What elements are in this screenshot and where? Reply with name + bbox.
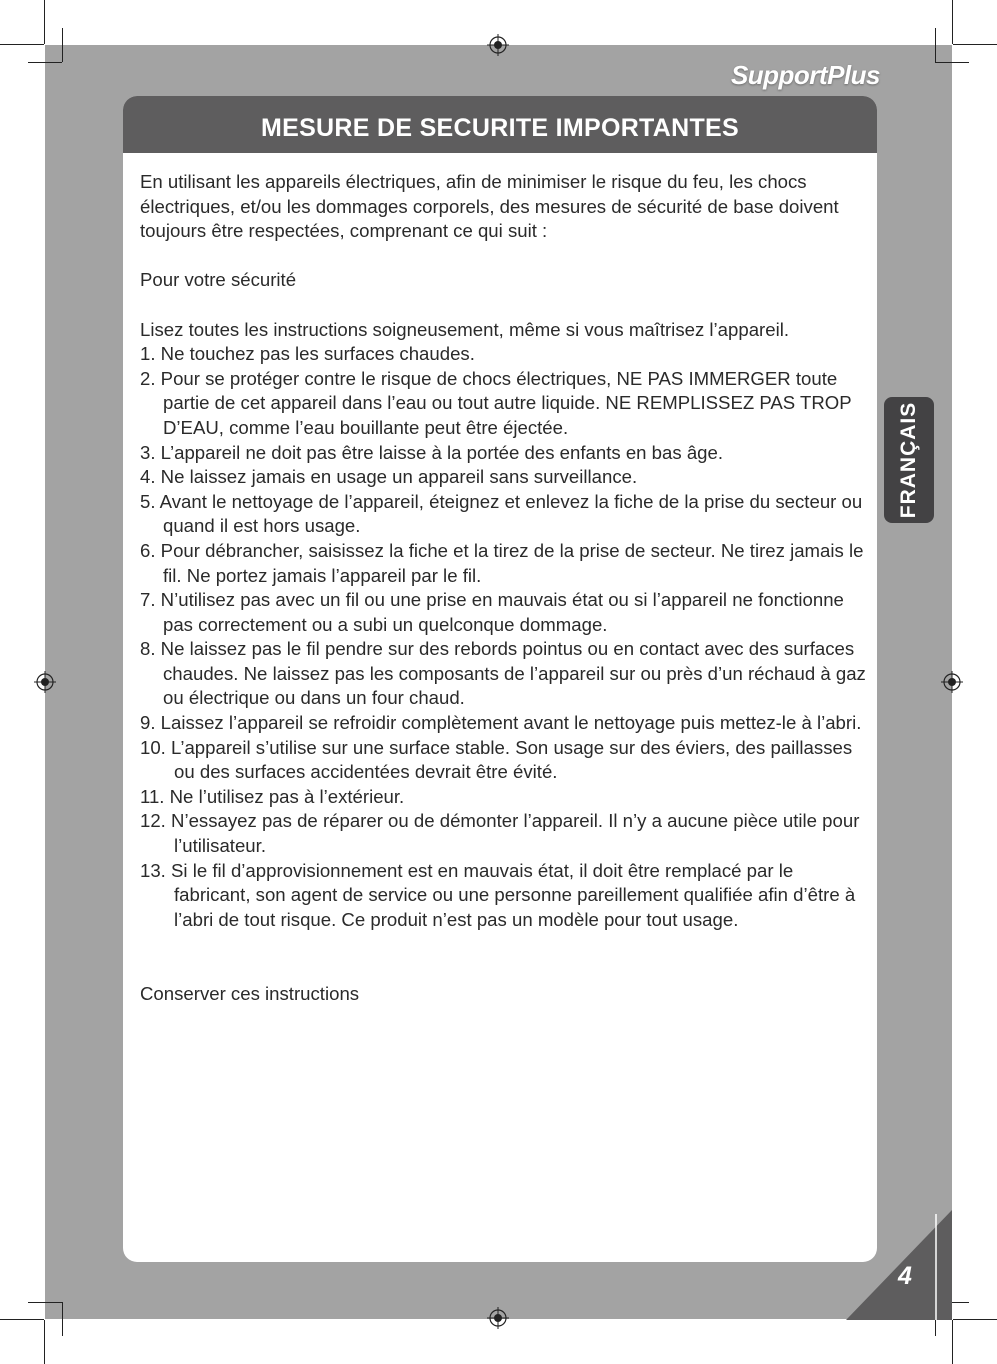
registration-mark-icon	[941, 671, 963, 693]
registration-mark-icon	[487, 34, 509, 56]
language-tab	[884, 397, 934, 523]
language-tab-label: FRANÇAIS	[897, 401, 920, 519]
brand-logo: SupportPlus	[730, 60, 880, 90]
registration-mark-icon	[34, 671, 56, 693]
list-item: 6. Pour débrancher, saisissez la fiche et la tirez de la prise de secteur. Ne tirez jamais le fil. Ne portez jamais l’appareil par le fil.	[140, 539, 864, 586]
content-card	[123, 96, 877, 1262]
list-item: 7. N’utilisez pas avec un fil ou une prise en mauvais état ou si l’appareil ne fonctionne pas correctement ou a subi un quelconque dommage.	[140, 589, 844, 635]
registration-mark-icon	[487, 1307, 509, 1329]
page-number: 4	[898, 1262, 912, 1290]
list-item: 8. Ne laissez pas le fil pendre sur des rebords pointus ou en contact avec des surfaces chaudes. Ne laissez pas les composants de l’appareil sur ou près d’un réchaud à gaz ou électrique ou dans un four chaud.	[140, 638, 866, 709]
list-item: 12. N’essayez pas de réparer ou de démonter l’appareil. Il n’y a aucune pièce utile pour l’utilisateur.	[140, 810, 860, 857]
list-item: 2. Pour se protéger contre le risque de chocs électriques, NE PAS IMMERGER toute partie de cet appareil dans l’eau ou tout autre liquide. NE REMPLISSEZ PAS TROP D’EAU, comme l’eau bouillante peut être éjectée.	[140, 367, 852, 438]
section-title: Pour votre sécurité	[140, 269, 297, 291]
instructions-body	[140, 170, 870, 1006]
safety-list	[140, 342, 870, 932]
list-item: 5. Avant le nettoyage de l’appareil, éteignez et enlevez la fiche de la prise du secteur ou quand il est hors usage.	[140, 490, 863, 537]
list-item: 3. L’appareil ne doit pas être laisse à la portée des enfants en bas âge.	[140, 441, 724, 463]
list-item: 1. Ne touchez pas les surfaces chaudes.	[140, 343, 475, 365]
read-instructions-text: Lisez toutes les instructions soigneusement, même si vous maîtrisez l’appareil.	[140, 318, 790, 340]
footer-note: Conserver ces instructions	[140, 982, 360, 1004]
page-title: MESURE DE SECURITE IMPORTANTES	[123, 96, 877, 153]
list-item: 10. L’appareil s’utilise sur une surface stable. Son usage sur des éviers, des paillasses ou des surfaces accidentées devrait être évité.	[140, 736, 853, 783]
intro-paragraph: En utilisant les appareils électriques, afin de minimiser le risque du feu, les chocs électriques, et/ou les dommages corporels, des mesures de sécurité de base doivent toujours être respectées, comprenant ce qui suit :	[140, 171, 839, 242]
list-item: 9. Laissez l’appareil se refroidir complètement avant le nettoyage puis mettez-le à l’abri.	[140, 712, 862, 734]
list-item: 13. Si le fil d’approvisionnement est en mauvais état, il doit être remplacé par le fabricant, son agent de service ou une personne pareillement qualifiée afin d’être à l’abri de tout risque. Ce produit n’est pas un modèle pour tout usage.	[140, 859, 856, 930]
list-item: 11. Ne l’utilisez pas à l’extérieur.	[140, 785, 405, 807]
list-item: 4. Ne laissez jamais en usage un appareil sans surveillance.	[140, 466, 638, 488]
